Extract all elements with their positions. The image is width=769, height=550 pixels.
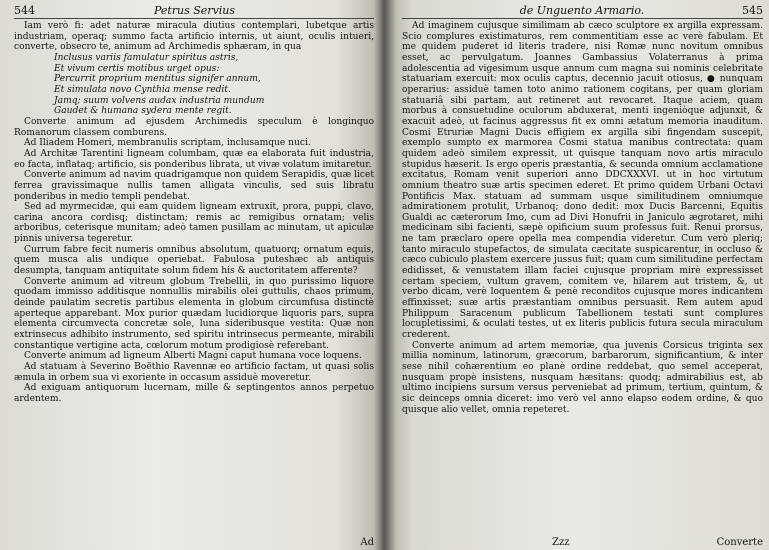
left-footer xyxy=(14,537,374,548)
left-paragraph: Converte animum ad ejusdem Archimedis speculum è longinquo Romanorum classem comburens. xyxy=(14,116,374,138)
right-page xyxy=(382,0,769,550)
right-catchword: Converte xyxy=(716,537,763,548)
left-paragraph: Ad exiguam antiquorum lucernam, mille & septingentos annos perpetuo ardentem. xyxy=(14,383,374,404)
left-page xyxy=(0,0,382,550)
left-paragraph: Ad Architæ Tarentini ligneam columbam, quæ ea elaborata fuit industria, eo facta, inflataq; artificio, sis ponderibus librata, ut vivæ volatum imitaretur. xyxy=(14,148,374,170)
left-page-body xyxy=(14,21,374,405)
left-paragraph: Ad statuam à Severino Boëthio Ravennæ eo artificio factam, ut quasi solis æmula in orbem sua vi exoriente in occasum assiduè moveretur. xyxy=(14,362,374,383)
left-verse: Inclusus variis famulatur spiritus astris, Et vivum certis motibus urget opus: Percurrit proprium mentitus signifer annum, Et simulata novo Cynthia mense redit. Jamq; suum volvens audax industria mundum Gaudet & humana sydera mente regit. xyxy=(54,52,265,117)
left-running-header xyxy=(14,4,374,19)
left-paragraph: Sed ad myrmecidæ, qui eam quidem ligneam extruxit, prora, puppi, clavo, carina ancora cordisq; distinctam; remis ac remigibus ornatam; velis arboribus, ceterisque munitam; adeò tamen pusillam ac minutam, ut apiculæ pinnis universa tegeretur. xyxy=(14,202,374,245)
left-paragraph: Ad Iliadem Homeri, membranulis scriptam, inclusamque nuci. xyxy=(24,138,311,149)
left-paragraph: Iam verò fi: adet naturæ miracula diutius contemplari, lubetque artis industriam, operaq; summo facta artificio internis, ut aiunt, oculis intueri, converte, obsecro te, animum ad Archimedis sphæram, in qua xyxy=(14,21,374,53)
right-paragraph: Ad imaginem cujusque similimam ab cæco sculptore ex argilla expressam. Scio complures existimaturos, rem commentitiam esse ac verè fabulam. Et me quidem puderet id literis tradere, nisi Romæ nunc novitum omnibus esset, ac pervulgatum. Joannes Gambassius Volaterranus à prima adolescentia ad vigesimum usque annum cum magna sui nominis celebritate statuariam exercuit: mox oculis captus, decennio jacuit otiosus, ● nunquam operarius: assiduè tamen toto animo rationem cogitans, per quam gloriam statuariâ sibi partam, aut retineret aut revocaret. Itaque aciem, quam morbus à consuetudine oculorum abduxerat, menti ingeniòque adjunxit, & exacuit adeò, ut facinus aggressus fit ex omni ætatum memoria inauditum. Cosmi Etruriæ Magni Ducis effigiem ex argilla sibi fingendam suscepit, exemplo sumpto ex marmorea Cosmi statua manibus contrectata: quam quidem adeò similem expressit, ut quisque tanquam novo artis miraculo stupidus hæserit. Is ergo operis præstantia, & secunda omnium acclamatione excitatus, Romam venit superiori anno DDCXXXVI. ut in hoc virtutum omnium theatro suæ artis specimen ederet. Et primo quidem Urbani Octavi Pontificis Max. statuam ad summam usque similitudinem omniumque admirationem protulit, Urbanoq; dono dedit: mox Ducis Barcenni, Equitis Gualdi ac cæterorum Imo, cum ad Divi Honufrii in Janiculo ægrotaret, mihi medicinam sibi facienti, sæpè opificium suum professus fuit. Renui prorsus, ne tam præclaro opere opella mea compendia videretur. Cum verò pleriq; tanto miraculo stupefactos, de simulata cæcitate suspicarentur, in occluso & cæco cubiculo plastem exercere jussus fuit; quam cum similitudine perfectam edidisset, & venustatem illam faciei cujusque propriam mirè expressisset certam speciem, vultum gravem, comitem ve, hilarem aut tristem, &, ut verbo dicam, verè loquentem & penè reconditos cujusque mores indicantem effinxisset; suæ artis præstantiam omnibus persuasit. Rem autem apud Philippum Saracenum publicum Tabellionem testati sunt complures locupletissimi, & oculati testes, ut ex literis publicis futura secula miraculum crederent. xyxy=(402,21,763,341)
left-paragraph: Converte animum ad navim quadrigamque non quidem Serapidis, quæ licet ferrea gravissimaque nullis tamen alligata vinculis, sed suis libratu ponderibus in medio templi pendebat. xyxy=(14,170,374,202)
left-paragraph: Converte animum ad ligneum Alberti Magni caput humana voce loquens. xyxy=(24,351,362,362)
right-running-header xyxy=(402,4,763,19)
left-page-number: 544 xyxy=(14,4,35,17)
right-page-body xyxy=(402,21,763,415)
right-page-number: 545 xyxy=(742,4,763,17)
signature-mark: Zzz xyxy=(552,537,570,548)
right-paragraph: Converte animum ad artem memoriæ, qua juvenis Corsicus triginta sex millia nominum, latinorum, græcorum, barbarorum, significantium, & inter sese nihil cohærentium eo planè ordine reddebat, quo semel acceperat, nusquam propè insistens, nusquam hæsitans: quodq; admirabilius est, ab ultimo incipiens sursum versus perveniebat ad primum, tertium, quintum, & sic deinceps omnia diceret: imo verò vel anno elapso eodem ordine, & quo quisque alio vellet, omnia repeteret. xyxy=(402,340,763,415)
left-paragraph: Currum fabre fecit numeris omnibus absolutum, quatuorq; ornatum equis, quem musca alis undique operiebat. Fabulosa puteshæc ab antiquis desumpta, tanquam antiquitate solum fidem his & auctoritatem afferente? xyxy=(14,244,374,277)
right-running-head: de Unguento Armario. xyxy=(519,4,645,17)
left-paragraph: Converte animum ad vitreum globum Trebellii, in quo purissimo liquore quodam immisso additisque nonnullis mirabilis olei guttulis, chaos primum, deinde paulatim secretis partibus elementa in globum circumfusa distinctè aperteque apparebant. Mox purior quædam lucidiorque liquoris pars, supra elementa circumvecta concretæ sole, luna sideribusque vestita: Quæ non extrinsecus adhibito instrumento, sed spiritu intrinsecus permeante, mirabili constantique vertigine acta, cœlorum motum prodigiosè referebant. xyxy=(14,276,374,351)
left-running-head: Petrus Servius xyxy=(153,4,236,17)
right-footer xyxy=(402,537,763,548)
left-catchword: Ad xyxy=(360,537,374,548)
